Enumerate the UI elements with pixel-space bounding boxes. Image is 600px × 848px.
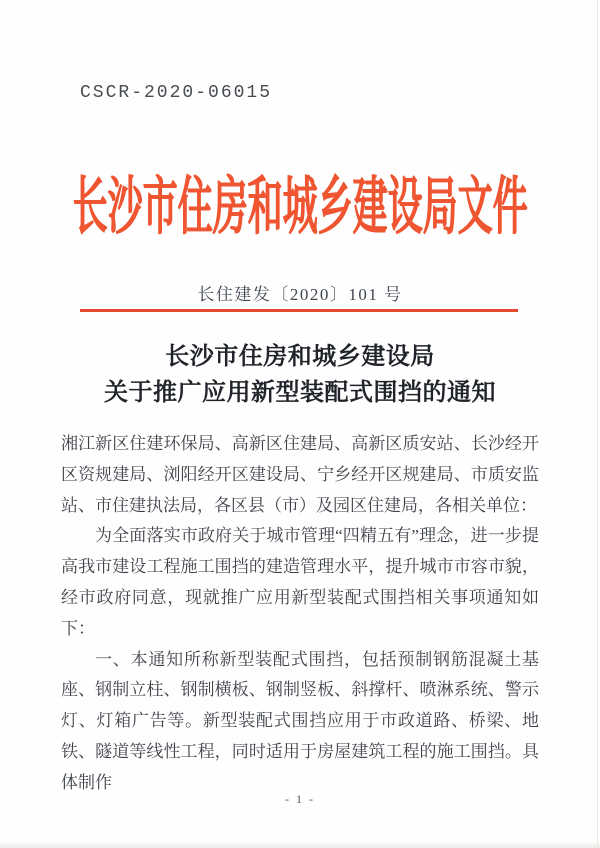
page-number: - 1 -	[285, 792, 315, 806]
document-body	[61, 429, 539, 799]
document-title	[0, 339, 600, 411]
red-divider-line	[80, 309, 518, 312]
document-title-line1: 长沙市住房和城乡建设局	[165, 344, 435, 370]
scan-paper-edge-right	[597, 0, 598, 848]
reference-number: 长住建发〔2020〕101 号	[197, 285, 403, 304]
document-title-line2: 关于推广应用新型装配式围挡的通知	[104, 380, 496, 406]
body-paragraph-1: 为全面落实市政府关于城市管理“四精五有”理念，进一步提高我市建设工程施工围挡的建造管理水平，提升城市市容市貌，经市政府同意，现就推广应用新型装配式围挡相关事项通知如下：	[61, 526, 539, 638]
agency-red-header-title: 长沙市住房和城乡建设局文件	[72, 172, 528, 243]
body-paragraph-2: 一、本通知所称新型装配式围挡，包括预制钢筋混凝土基座、钢制立柱、钢制横板、钢制竖板、斜撑杆、喷淋系统、警示灯、灯箱广告等。新型装配式围挡应用于市政道路、桥梁、地铁、隧道等线性工程，同时适用于房屋建筑工程的施工围挡。具体制作	[61, 649, 539, 792]
document-code: CSCR-2020-06015	[80, 83, 273, 103]
recipients-paragraph: 湘江新区住建环保局、高新区住建局、高新区质安站、长沙经开区资规建局、浏阳经开区建设局、宁乡经开区规建局、市质安监站、市住建执法局，各区县（市）及园区住建局，各相关单位：	[61, 434, 539, 515]
scan-paper-edge-bottom	[0, 841, 600, 848]
